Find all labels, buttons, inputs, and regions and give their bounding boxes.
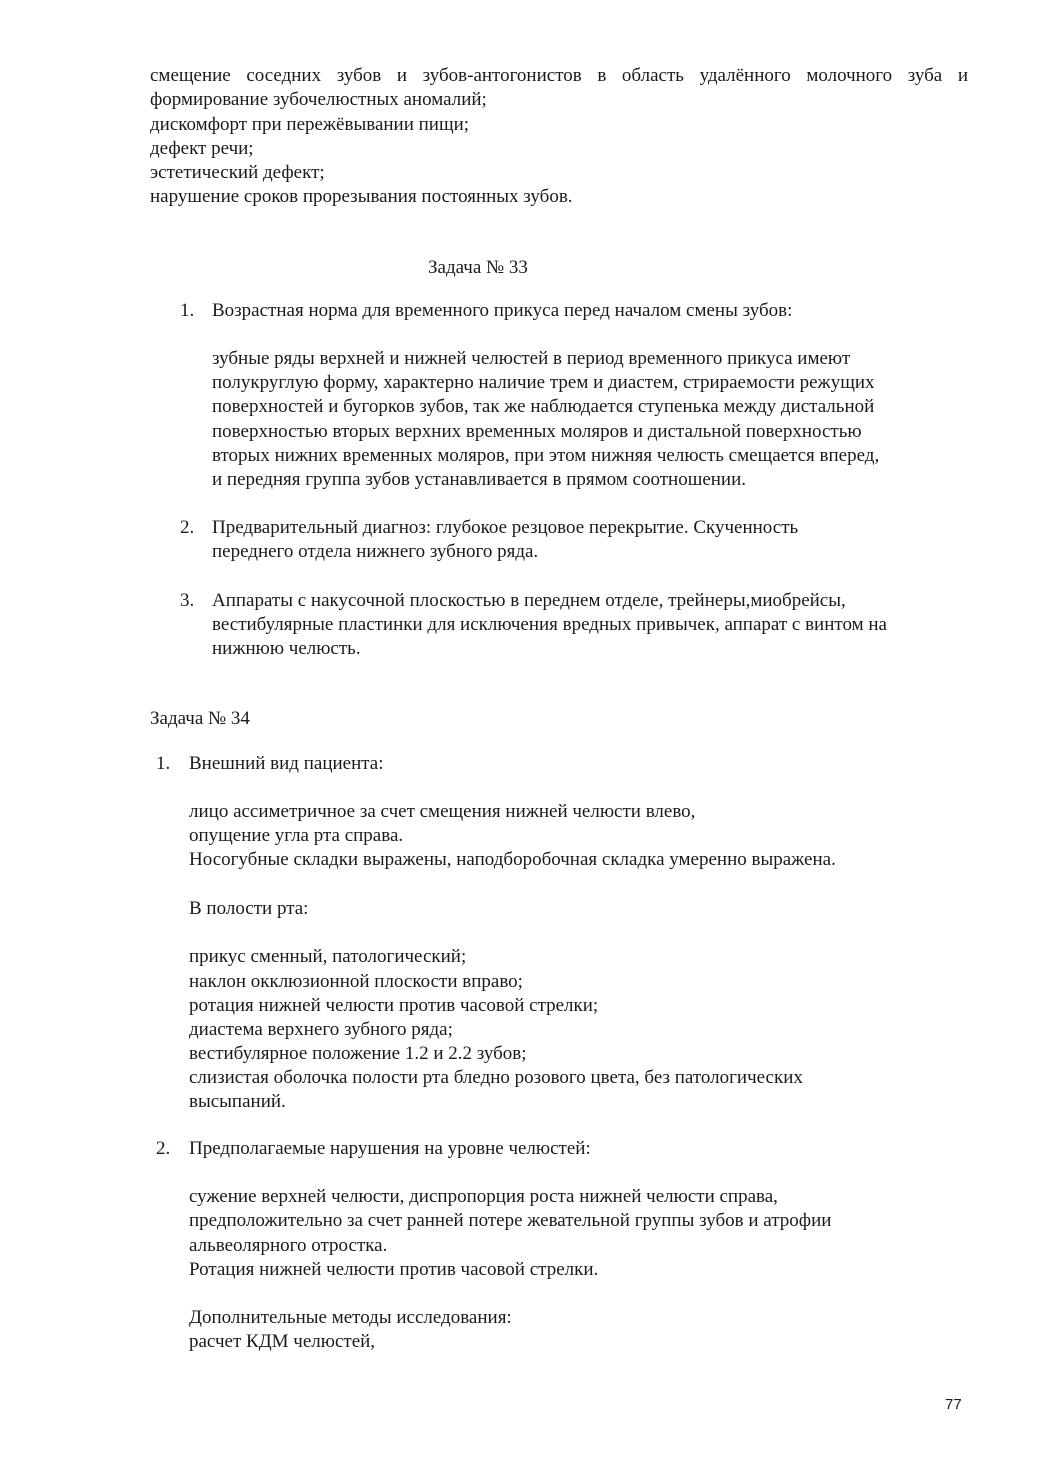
task33-item2-number: 2. bbox=[180, 517, 195, 538]
task34-item2-heading: Предполагаемые нарушения на уровне челюстей: bbox=[189, 1138, 591, 1159]
task33-item1-number: 1. bbox=[180, 300, 195, 321]
task34-oral-line: вестибулярное положение 1.2 и 2.2 зубов; bbox=[189, 1043, 527, 1064]
intro-line: формирование зубочелюстных аномалий; bbox=[150, 89, 487, 110]
task34-item2-line: Ротация нижней челюсти против часовой стрелки. bbox=[189, 1259, 599, 1280]
task34-oral-line: ротация нижней челюсти против часовой стрелки; bbox=[189, 995, 599, 1016]
task34-methods-line: расчет КДМ челюстей, bbox=[189, 1331, 376, 1352]
task34-face-line: Носогубные складки выражены, наподборобочная складка умеренно выражена. bbox=[189, 849, 836, 870]
task34-item2-line: сужение верхней челюсти, диспропорция роста нижней челюсти справа, bbox=[189, 1186, 778, 1207]
task33-item2-line: переднего отдела нижнего зубного ряда. bbox=[212, 541, 539, 562]
task33-item1-heading: Возрастная норма для временного прикуса перед началом смены зубов: bbox=[212, 300, 793, 321]
intro-line: смещение соседних зубов и зубов-антогонистов в область удалённого молочного зуба и bbox=[150, 65, 968, 86]
task34-oral-line: прикус сменный, патологический; bbox=[189, 946, 467, 967]
task34-item1-number: 1. bbox=[156, 753, 171, 774]
task33-item1-line: полукруглую форму, характерно наличие трем и диастем, стрираемости режущих bbox=[212, 372, 875, 393]
task34-methods-heading: Дополнительные методы исследования: bbox=[189, 1307, 512, 1328]
task33-item3-line: вестибулярные пластинки для исключения вредных привычек, аппарат с винтом на bbox=[212, 614, 887, 635]
task33-item3-line: нижнюю челюсть. bbox=[212, 638, 361, 659]
task34-face-line: опущение угла рта справа. bbox=[189, 825, 404, 846]
task33-item2-line: Предварительный диагноз: глубокое резцовое перекрытие. Скученность bbox=[212, 517, 799, 538]
task34-item1-heading: Внешний вид пациента: bbox=[189, 753, 384, 774]
task33-item1-line: вторых нижних временных моляров, при этом нижняя челюсть смещается вперед, bbox=[212, 445, 880, 466]
task34-oral-heading: В полости рта: bbox=[189, 898, 309, 919]
task34-oral-line: слизистая оболочка полости рта бледно розового цвета, без патологических bbox=[189, 1067, 803, 1088]
intro-line: дефект речи; bbox=[150, 138, 254, 159]
intro-line: дискомфорт при пережёвывании пищи; bbox=[150, 114, 470, 135]
task34-title: Задача № 34 bbox=[150, 708, 250, 729]
task34-item2-number: 2. bbox=[156, 1138, 171, 1159]
task33-item1-line: поверхностью вторых верхних временных моляров и дистальной поверхностью bbox=[212, 421, 862, 442]
task33-item3-line: Аппараты с накусочной плоскостью в переднем отделе, трейнеры,миобрейсы, bbox=[212, 590, 846, 611]
task34-oral-line: высыпаний. bbox=[189, 1091, 286, 1112]
page-number: 77 bbox=[945, 1396, 962, 1413]
task33-title: Задача № 33 bbox=[428, 257, 528, 278]
task34-oral-line: диастема верхнего зубного ряда; bbox=[189, 1019, 453, 1040]
task33-item1-line: поверхностей и бугорков зубов, так же наблюдается ступенька между дистальной bbox=[212, 396, 875, 417]
task34-oral-line: наклон окклюзионной плоскости вправо; bbox=[189, 971, 523, 992]
task33-item1-line: зубные ряды верхней и нижней челюстей в период временного прикуса имеют bbox=[212, 348, 851, 369]
task33-item1-line: и передняя группа зубов устанавливается в прямом соотношении. bbox=[212, 469, 747, 490]
task34-face-line: лицо ассиметричное за счет смещения нижней челюсти влево, bbox=[189, 801, 696, 822]
intro-line: эстетический дефект; bbox=[150, 162, 325, 183]
task34-item2-line: альвеолярного отростка. bbox=[189, 1235, 388, 1256]
task33-item3-number: 3. bbox=[180, 590, 195, 611]
intro-line: нарушение сроков прорезывания постоянных зубов. bbox=[150, 186, 573, 207]
task34-item2-line: предположительно за счет ранней потере жевательной группы зубов и атрофии bbox=[189, 1210, 832, 1231]
